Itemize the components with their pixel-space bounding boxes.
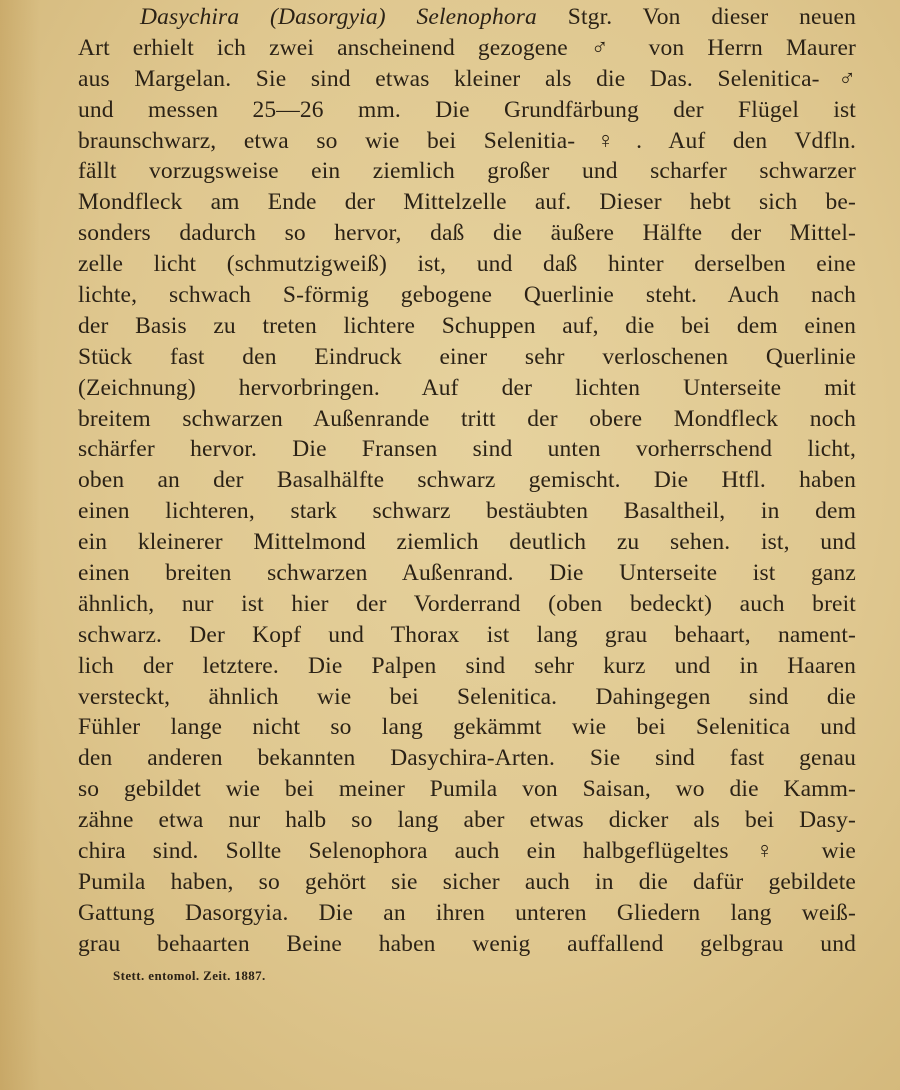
text-line: chira sind. Sollte Selenophora auch ein halbgeflügeltes ♀ wie	[78, 838, 856, 865]
text-line: (Zeichnung) hervorbringen. Auf der lichten Unterseite mit	[78, 374, 856, 401]
text-line: lichte, schwach S-förmig gebogene Querlinie steht. Auch nach	[78, 282, 856, 309]
text-line: Fühler lange nicht so lang gekämmt wie bei Selenitica und	[78, 714, 856, 741]
text-line-rest: Stgr. Von dieser neuen	[567, 4, 857, 30]
text-line: schärfer hervor. Die Fransen sind unten vorherrschend licht,	[78, 436, 856, 463]
text-line: Art erhielt ich zwei anscheinend gezogene ♂ von Herrn Maurer	[78, 34, 856, 61]
text-line: Gattung Dasorgyia. Die an ihren unteren Gliedern lang weiß-	[78, 899, 856, 926]
text-line: oben an der Basalhälfte schwarz gemischt. Die Htfl. haben	[78, 467, 856, 494]
text-line: aus Margelan. Sie sind etwas kleiner als die Das. Selenitica-♂	[78, 65, 856, 92]
text-line: fällt vorzugsweise ein ziemlich großer und scharfer schwarzer	[78, 158, 856, 185]
text-line: und messen 25—26 mm. Die Grundfärbung der Flügel ist	[78, 96, 856, 123]
text-line: zelle licht (schmutzigweiß) ist, und daß hinter derselben eine	[78, 251, 856, 278]
text-line: so gebildet wie bei meiner Pumila von Saisan, wo die Kamm-	[78, 776, 856, 803]
text-line: grau behaarten Beine haben wenig auffallend gelbgrau und	[78, 930, 856, 957]
text-line: einen lichteren, stark schwarz bestäubten Basaltheil, in dem	[78, 498, 856, 525]
text-line: einen breiten schwarzen Außenrand. Die Unterseite ist ganz	[78, 560, 856, 587]
text-line: versteckt, ähnlich wie bei Selenitica. Dahingegen sind die	[78, 683, 856, 710]
text-line: Pumila haben, so gehört sie sicher auch in die dafür gebildete	[78, 868, 856, 895]
body-text	[78, 2, 856, 960]
text-line: schwarz. Der Kopf und Thorax ist lang grau behaart, nament-	[78, 621, 856, 648]
text-line: breitem schwarzen Außenrande tritt der obere Mondfleck noch	[78, 405, 856, 432]
text-line: Stück fast den Eindruck einer sehr verloschenen Querlinie	[78, 343, 856, 370]
text-line: Mondfleck am Ende der Mittelzelle auf. Dieser hebt sich be-	[78, 189, 856, 216]
text-line: ein kleinerer Mittelmond ziemlich deutlich zu sehen. ist, und	[78, 529, 856, 556]
page-edge-shadow	[0, 0, 40, 1090]
text-line: ähnlich, nur ist hier der Vorderrand (oben bedeckt) auch breit	[78, 590, 856, 617]
text-line: lich der letztere. Die Palpen sind sehr kurz und in Haaren	[78, 652, 856, 679]
species-name: Dasychira (Dasorgyia) Selenophora	[140, 4, 537, 30]
text-line: sonders dadurch so hervor, daß die äußere Hälfte der Mittel-	[78, 220, 856, 247]
text-line	[78, 2, 856, 33]
text-line: der Basis zu treten lichtere Schuppen auf, die bei dem einen	[78, 312, 856, 339]
text-line: braunschwarz, etwa so wie bei Selenitia-♀. Auf den Vdfln.	[78, 127, 856, 154]
journal-footer: Stett. entomol. Zeit. 1887.	[113, 968, 266, 983]
text-line: zähne etwa nur halb so lang aber etwas dicker als bei Dasy-	[78, 807, 856, 834]
text-line: den anderen bekannten Dasychira-Arten. Sie sind fast genau	[78, 745, 856, 772]
